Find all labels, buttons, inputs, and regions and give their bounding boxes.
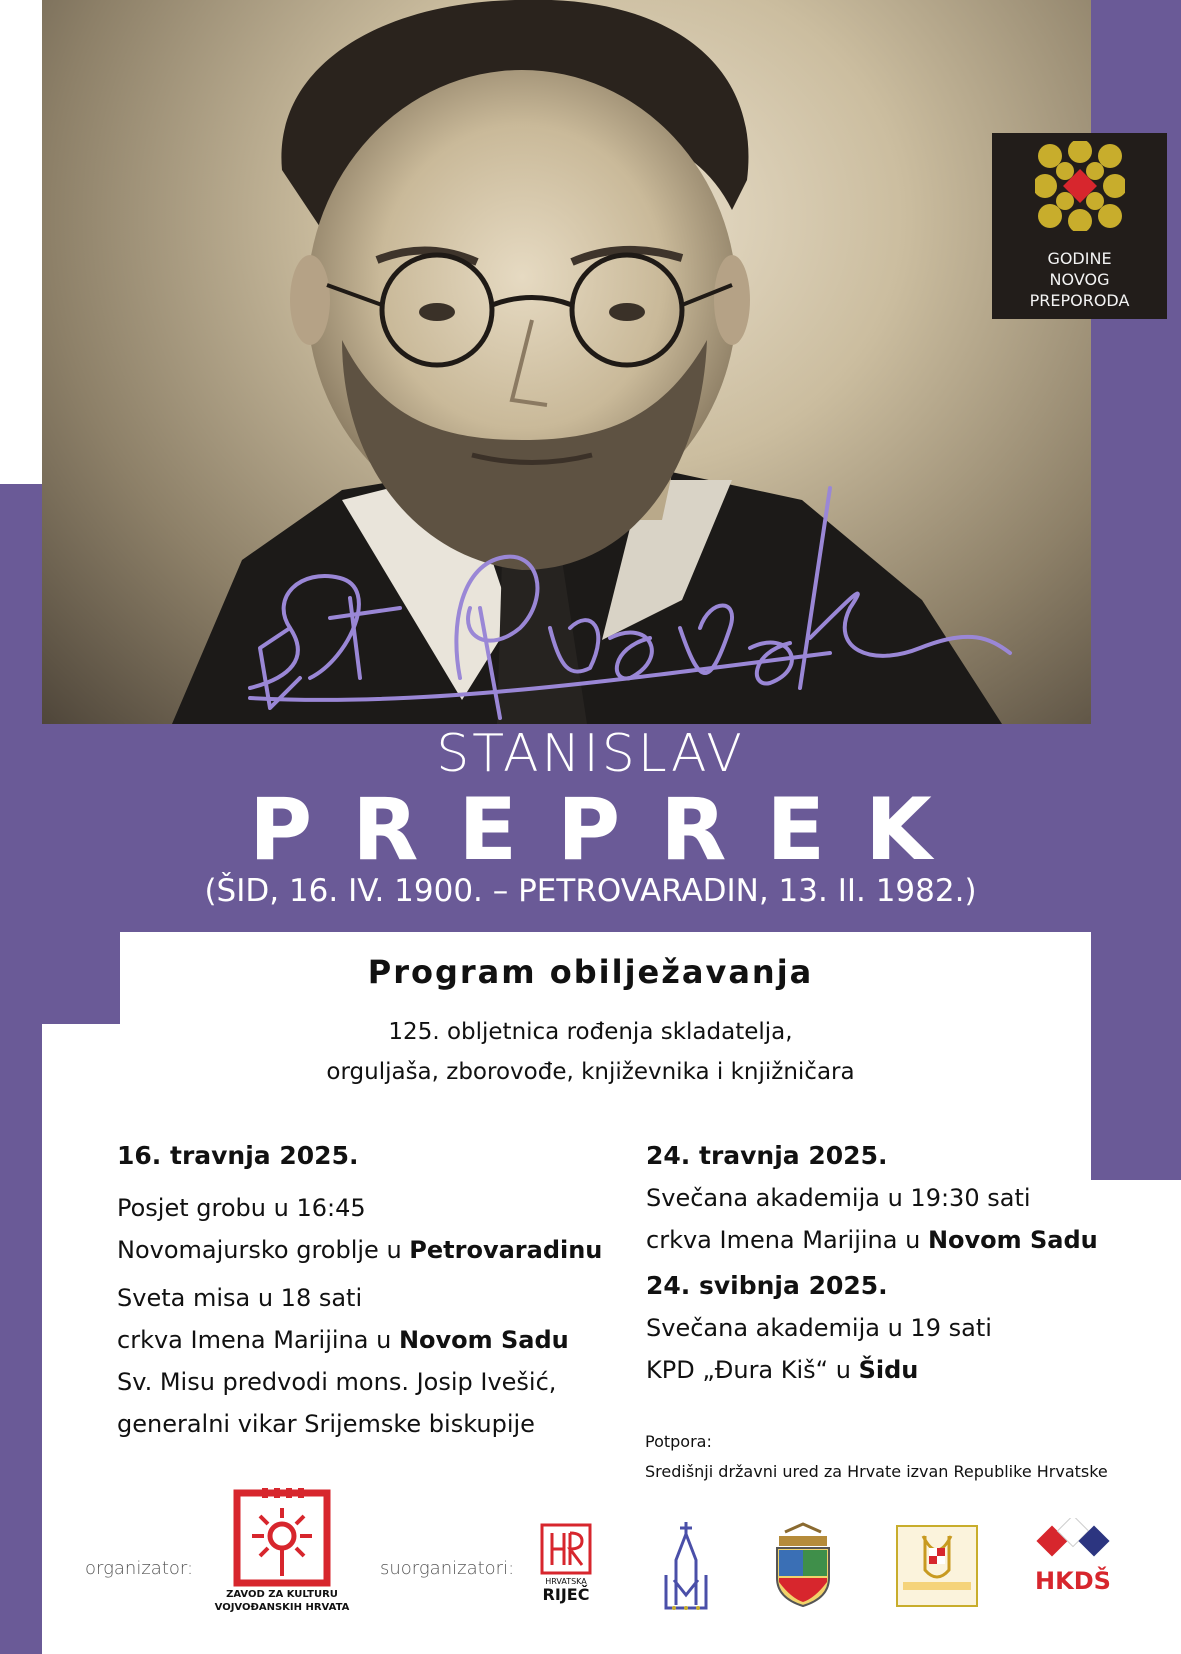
hkds-logo — [1028, 1518, 1118, 1594]
left-line-4-text: crkva Imena Marijina u — [117, 1326, 399, 1354]
zavod-emblem-icon — [232, 1488, 332, 1588]
right-line-2 — [646, 1219, 1098, 1261]
hkds-emblem-icon — [1033, 1518, 1113, 1568]
support-text: Središnji državni ured za Hrvate izvan Republike Hrvatske — [645, 1462, 1108, 1481]
right-line-4-place: Šidu — [858, 1356, 919, 1384]
left-line-5: Sv. Misu predvodi mons. Josip Ivešić, — [117, 1368, 557, 1396]
support-note — [645, 1427, 1108, 1487]
hr-emblem-icon — [540, 1523, 592, 1575]
right-date-1: 24. travnja 2025. — [646, 1141, 888, 1170]
zavod-caption — [212, 1588, 352, 1614]
left-line-4-place: Novom Sadu — [398, 1326, 569, 1354]
hkds-caption: HKDŠ — [1035, 1567, 1111, 1595]
hr-caption — [536, 1575, 596, 1604]
program-subtitle-line-2: orguljaša, zborovođe, književnika i knjižničara — [326, 1059, 855, 1085]
organizer-label: organizator: — [85, 1558, 194, 1579]
left-line-3: Sveta misa u 18 sati — [117, 1284, 363, 1312]
right-event-column — [646, 1135, 1098, 1391]
left-line-4 — [117, 1319, 602, 1361]
logo-text — [992, 248, 1167, 311]
support-label: Potpora: — [645, 1432, 712, 1451]
last-name: PREPREK — [249, 780, 972, 880]
program-subtitle-line-1: 125. obljetnica rođenja skladatelja, — [388, 1019, 793, 1045]
hr-caption-line-2: RIJEČ — [542, 1585, 590, 1604]
hrvatska-rijec-logo — [536, 1523, 596, 1604]
logo-line-3: PREPORODA — [1029, 291, 1130, 310]
life-dates: (ŠID, 16. IV. 1900. – PETROVARADIN, 13. II. 1982.) — [204, 873, 977, 909]
flower-emblem-icon — [1035, 141, 1125, 231]
right-line-1: Svečana akademija u 19:30 sati — [646, 1184, 1031, 1212]
right-line-4-text: KPD „Đura Kiš“ u — [646, 1356, 859, 1384]
program-title: Program obilježavanja — [367, 953, 814, 991]
left-line-2 — [117, 1229, 602, 1271]
left-line-2-text: Novomajursko groblje u — [117, 1236, 410, 1264]
left-date: 16. travnja 2025. — [117, 1141, 359, 1170]
right-date-2: 24. svibnja 2025. — [646, 1271, 888, 1300]
logo-line-2: NOVOG — [1049, 270, 1110, 289]
kud-stanislav-preprek-emblem-icon — [895, 1524, 979, 1608]
left-line-2-place: Petrovaradinu — [409, 1236, 603, 1264]
petrovaradin-coat-of-arms-icon — [765, 1522, 841, 1612]
logo-line-1: GODINE — [1047, 249, 1112, 268]
program-subtitle — [0, 1012, 1181, 1092]
right-line-3: Svečana akademija u 19 sati — [646, 1314, 992, 1342]
left-event-column — [117, 1135, 602, 1445]
hr-caption-line-1: HRVATSKA — [545, 1577, 587, 1586]
left-line-1: Posjet grobu u 16:45 — [117, 1194, 366, 1222]
signature-graphic — [230, 478, 1050, 738]
zavod-caption-line-1: ZAVOD ZA KULTURU — [226, 1589, 338, 1600]
church-emblem-icon — [660, 1520, 712, 1612]
right-line-2-place: Novom Sadu — [927, 1226, 1098, 1254]
right-line-4 — [646, 1349, 1098, 1391]
first-name: STANISLAV — [436, 724, 745, 784]
zavod-caption-line-2: VOJVOĐANSKIH HRVATA — [214, 1602, 350, 1613]
godine-novog-preporoda-logo — [992, 133, 1167, 319]
zavod-za-kulturu-logo — [212, 1488, 352, 1614]
right-line-2-text: crkva Imena Marijina u — [646, 1226, 928, 1254]
purple-step-left-2 — [0, 1024, 42, 1654]
coorganizers-label: suorganizatori: — [380, 1558, 515, 1579]
left-line-6: generalni vikar Srijemske biskupije — [117, 1410, 535, 1438]
